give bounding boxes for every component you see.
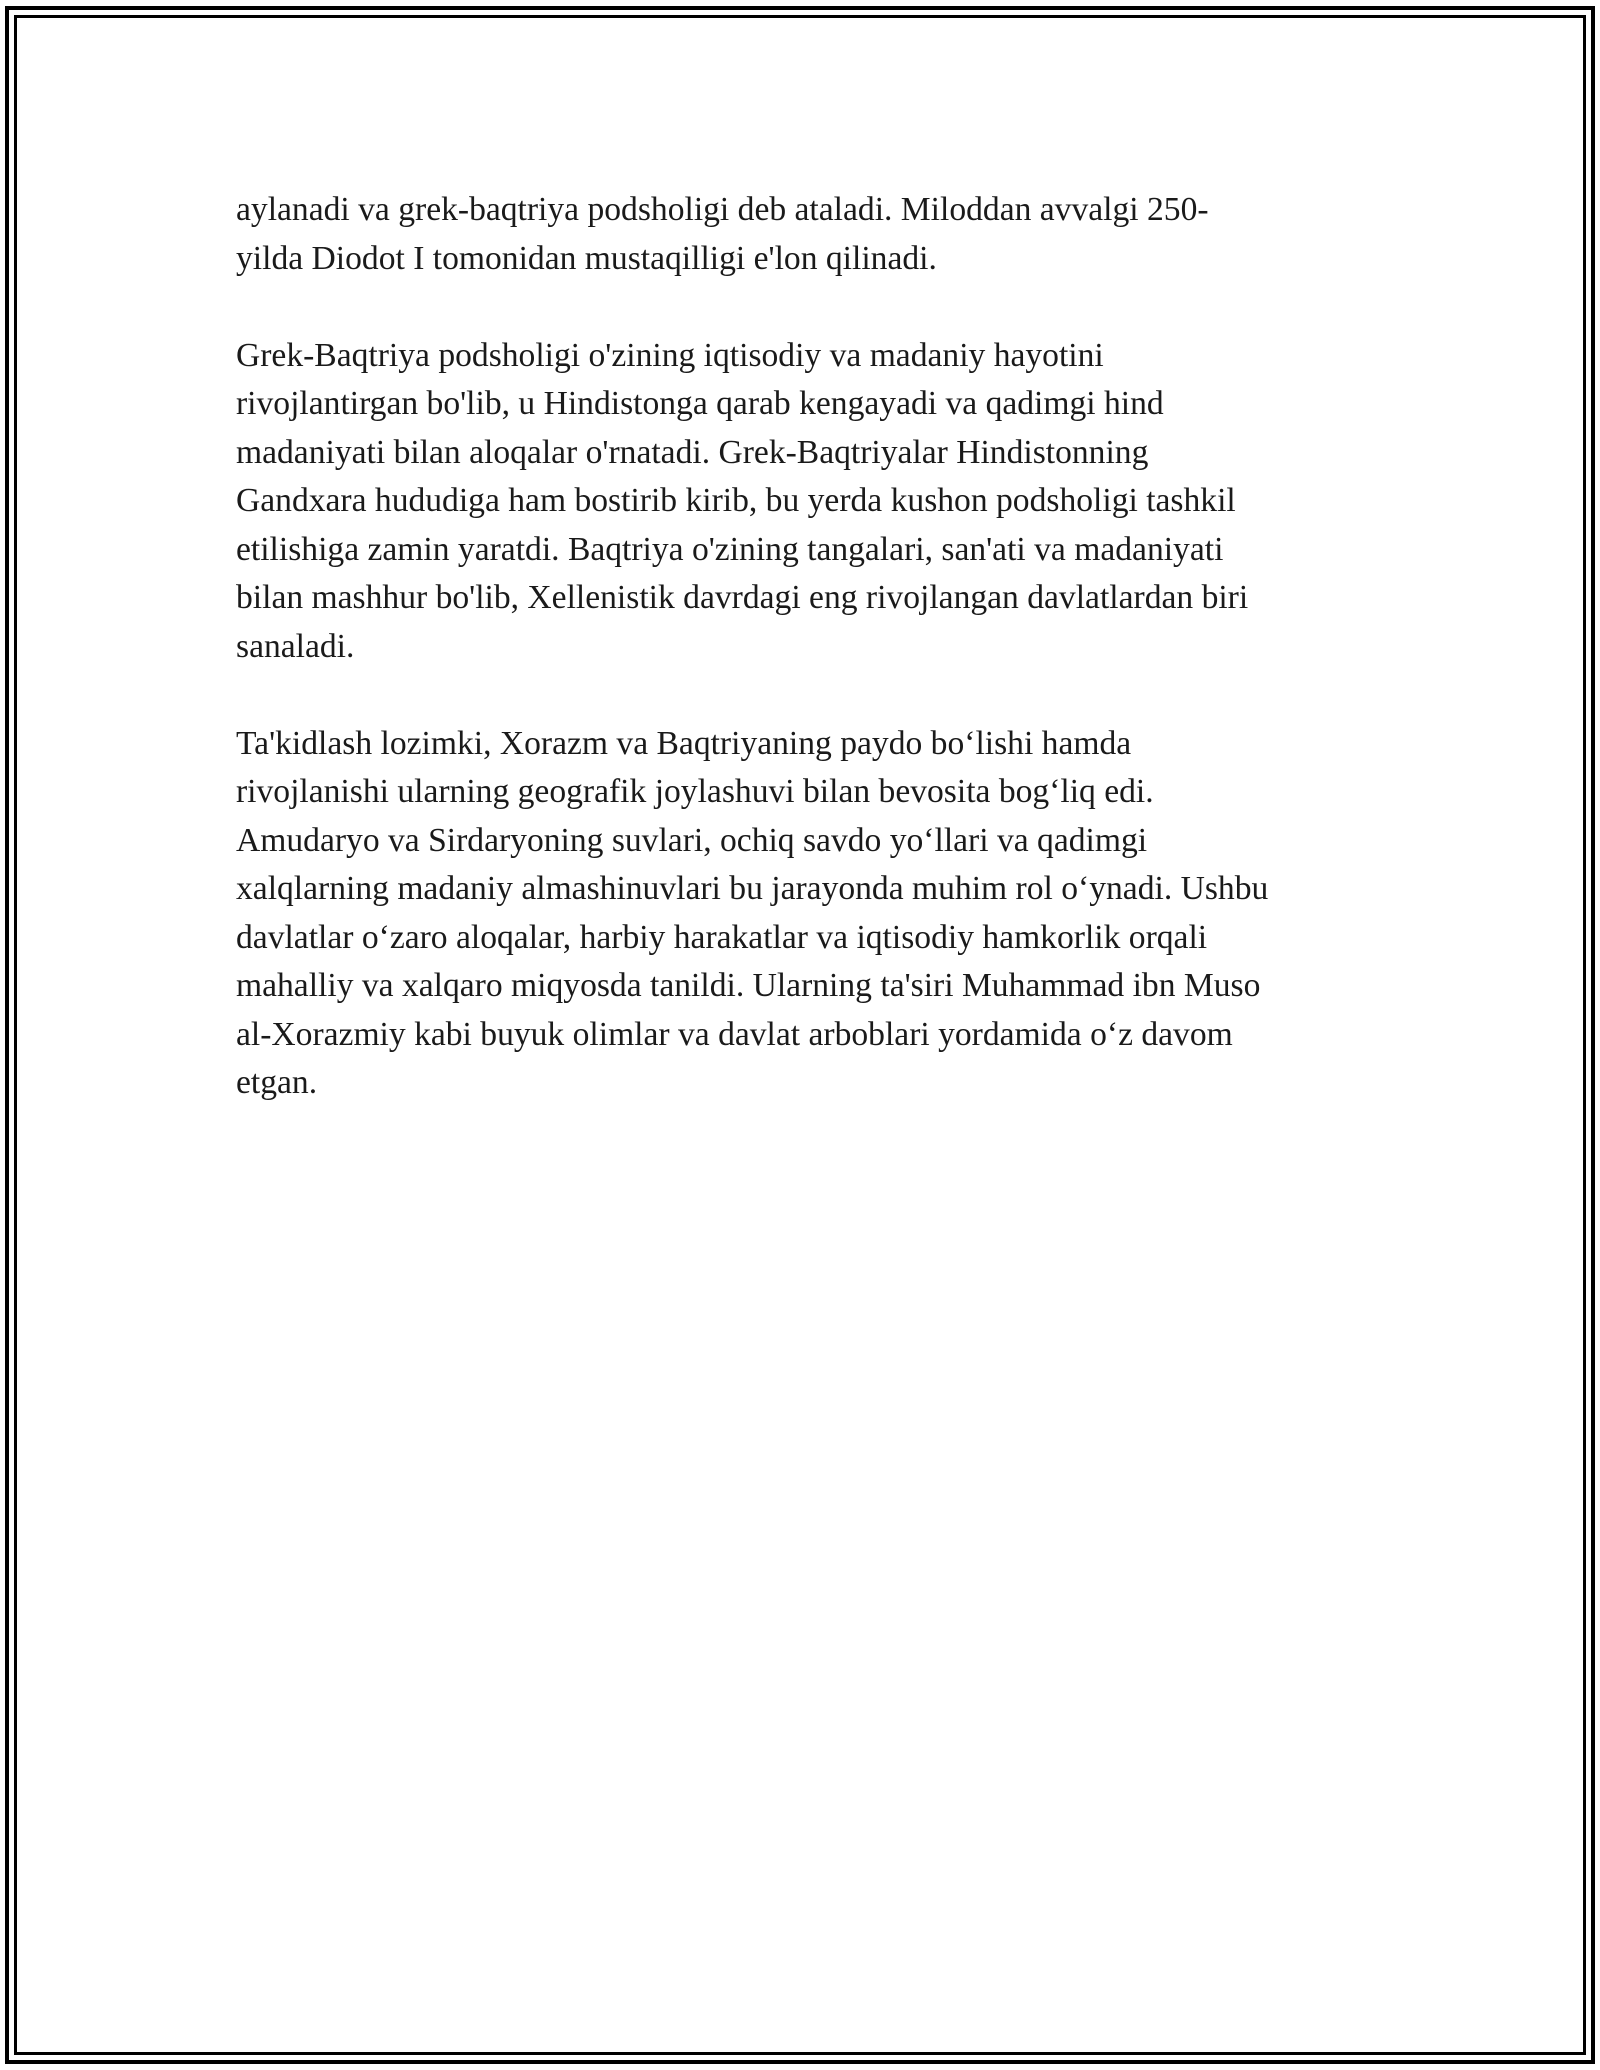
paragraph-1: aylanadi va grek-baqtriya podsholigi deb ataladi. Miloddan avvalgi 250- yilda Diodot I tomonidan mustaqilligi e'lon qilinadi. xyxy=(236,191,1209,277)
paragraph-3: Ta'kidlash lozimki, Xorazm va Baqtriyaning paydo bo‘lishi hamda rivojlanishi ularning geografik joylashuvi bilan bevosita bog‘liq edi. Amudaryo va Sirdaryoning suvlari, ochiq savdo yo‘llari va qadimgi xalqlarning madaniy almashinuvlari bu jarayonda muhim rol o‘ynadi. Ushbu davlatlar o‘zaro aloqalar, harbiy harakatlar va iqtisodiy hamkorlik orqali mahalliy va xalqaro miqyosda tanildi. Ularning ta'siri Muhammad ibn Muso al-Xorazmiy kabi buyuk olimlar va davlat arboblari yordamida o‘z davom etgan. xyxy=(236,724,1269,1101)
document-body xyxy=(236,186,1376,1156)
paragraph-2: Grek-Baqtriya podsholigi o'zining iqtisodiy va madaniy hayotini rivojlantirgan bo'lib, u Hindistonga qarab kengayadi va qadimgi hind madaniyati bilan aloqalar o'rnatadi. Grek-Baqtriyalar Hindistonning Gandxara hududiga ham bostirib kirib, bu yerda kushon podsholigi tashkil etilishiga zamin yaratdi. Baqtriya o'zining tangalari, san'ati va madaniyati bilan mashhur bo'lib, Xellenistik davrdagi eng rivojlangan davlatlardan biri sanaladi. xyxy=(236,336,1249,665)
